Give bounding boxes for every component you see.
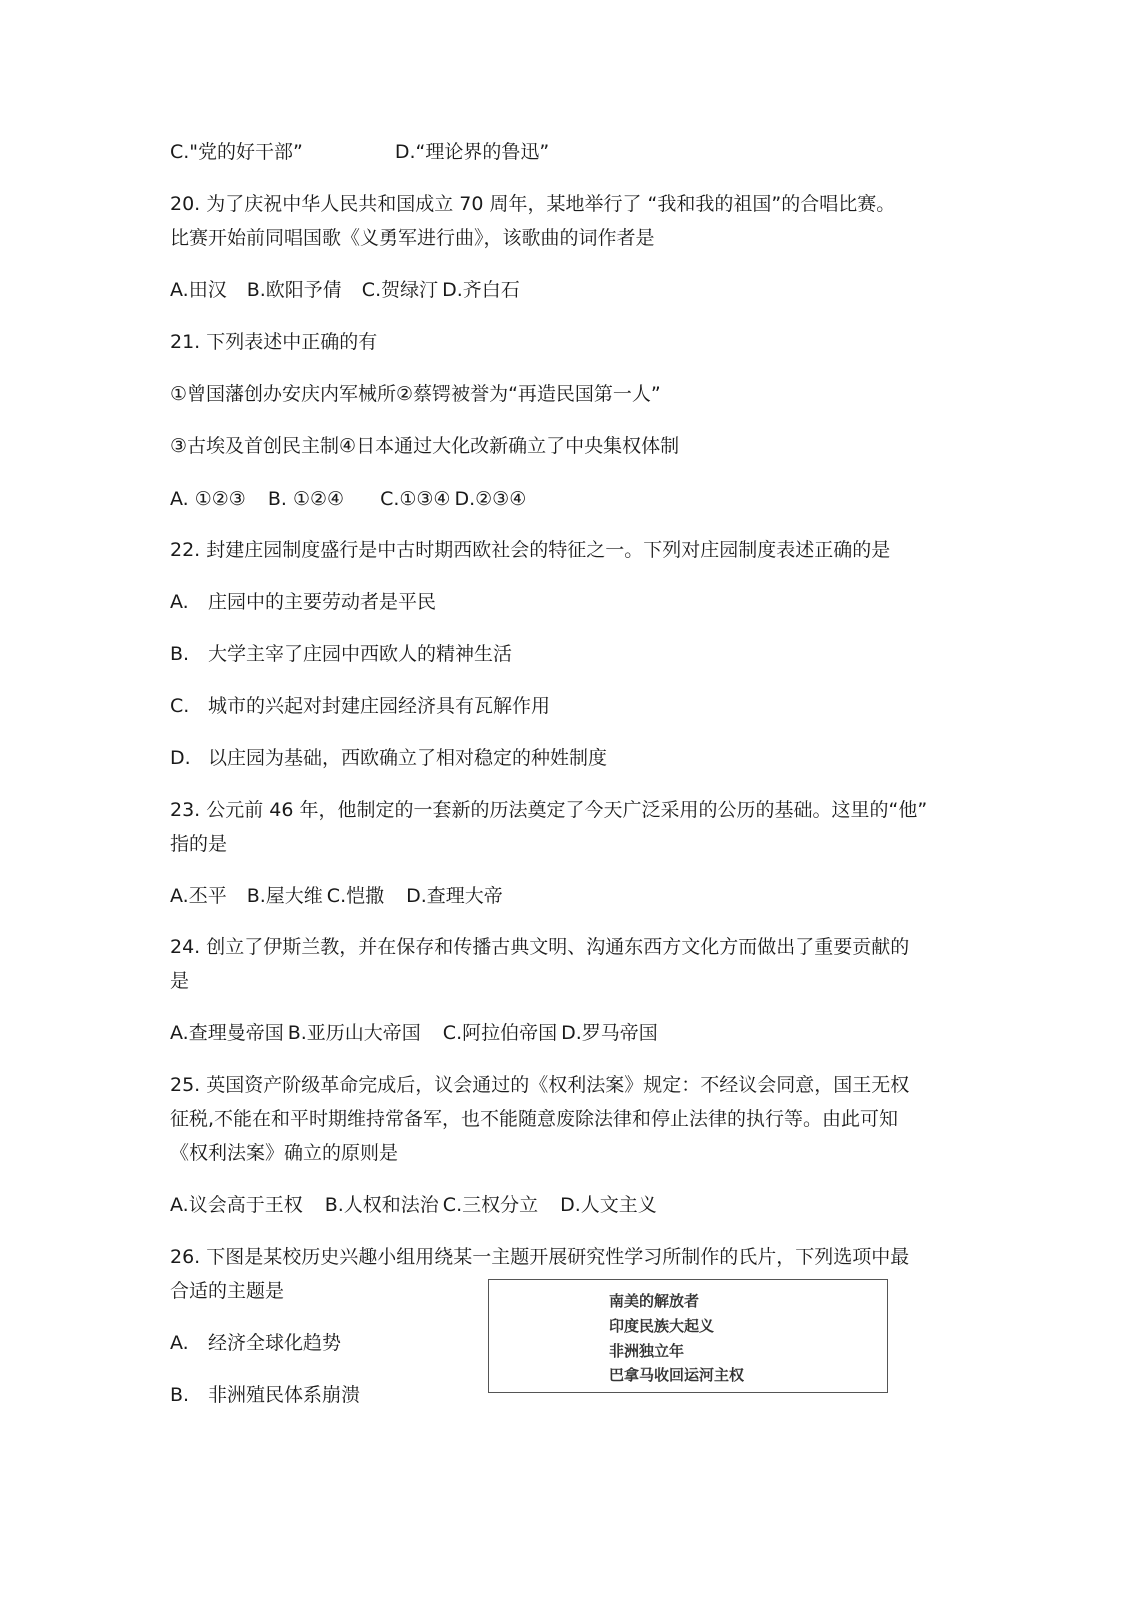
q22-option-c-text: 城市的兴起对封建庄园经济具有瓦解作用 [208,695,551,717]
q23-stem-line2: 指的是 [170,833,228,855]
q26-option-a [170,1326,341,1360]
q26-stem-line1: 26. 下图是某校历史兴趣小组用绕某一主题开展研究性学习所制作的氏片，下列选项中最 [170,1246,910,1268]
q20-options [170,273,520,307]
q20-option-b: B.欧阳予倩 [246,279,342,301]
q20-option-a: A.田汉 [170,279,227,301]
q26-option-a-text: 经济全球化趋势 [208,1332,342,1354]
q26-option-b-letter: B. [170,1384,190,1406]
q21-option-b: B. ①②④ [267,488,345,510]
q24-option-a: A.查理曼帝国 [170,1022,284,1044]
q23-option-b: B.屋大维 [246,885,323,907]
q26-stem-line2: 合适的主题是 [170,1280,285,1302]
q22-option-a-letter: A. [170,591,189,613]
q25-option-d: D.人文主义 [560,1194,657,1216]
q20-stem-line1: 20. 为了庆祝中华人民共和国成立 70 周年，某地举行了 “我和我的祖国”的合唱比赛。 [170,193,896,215]
q22-option-b [170,637,512,671]
q21-options [170,482,526,516]
card-item-4: 巴拿马收回运河主权 [609,1366,745,1384]
q24-option-c: C.阿拉伯帝国 [442,1022,558,1044]
q19-option-d: D.“理论界的鲁迅” [394,141,550,163]
q26-option-b-text: 非洲殖民体系崩溃 [208,1384,361,1406]
q21-option-d: D.②③④ [454,488,527,510]
q23-options [170,879,503,913]
q22-option-d-text: 以庄园为基础，西欧确立了相对稳定的种姓制度 [208,747,608,769]
q23-option-d: D.查理大帝 [406,885,503,907]
q21-items-line2: ③古埃及首创民主制④日本通过大化改新确立了中央集权体制 [170,435,680,457]
q24-stem-line1: 24. 创立了伊斯兰教，并在保存和传播古典文明、沟通东西方文化方而做出了重要贡献的 [170,936,910,958]
card-item-2: 印度民族大起义 [609,1317,715,1335]
q22-option-a-text: 庄园中的主要劳动者是平民 [208,591,437,613]
q21-option-c: C.①③④ [380,488,451,510]
q21-stem: 21. 下列表述中正确的有 [170,331,378,353]
q22-option-b-text: 大学主宰了庄园中西欧人的精神生活 [208,643,513,665]
q21-option-a: A. ①②③ [170,488,246,510]
q25-option-c: C.三权分立 [442,1194,539,1216]
q25-stem-line1: 25. 英国资产阶级革命完成后，议会通过的《权利法案》规定：不经议会同意，国王无权 [170,1074,910,1096]
q22-option-b-letter: B. [170,643,190,665]
q25-option-a: A.议会高于王权 [170,1194,303,1216]
q24-option-b: B.亚历山大帝国 [287,1022,421,1044]
q21-items-line1: ①曾国藩创办安庆内军械所②蔡锷被誉为“再造民国第一人” [170,383,661,405]
q23-option-c: C.恺撒 [326,885,385,907]
q25-options [170,1188,657,1222]
q20-stem-line2: 比赛开始前同唱国歌《义勇军进行曲》，该歌曲的词作者是 [170,227,655,249]
q20-option-c: C.贺绿汀 [361,279,439,301]
q25-stem-line3: 《权利法案》确立的原则是 [170,1142,399,1164]
q25-stem-line2: 征税,不能在和平时期维持常备军，也不能随意废除法律和停止法律的执行等。由此可知 [170,1108,899,1130]
q22-option-c-letter: C. [170,695,190,717]
q24-option-d: D.罗马帝国 [561,1022,658,1044]
q26-option-b [170,1378,360,1412]
q22-option-d [170,741,607,775]
q19-option-c: C."党的好干部” [170,141,303,163]
q26-figure-card [488,1279,888,1393]
q19-options [170,135,549,169]
q25-option-b: B.人权和法治 [324,1194,439,1216]
q22-stem: 22. 封建庄园制度盛行是中古时期西欧社会的特征之一。下列对庄园制度表述正确的是 [170,539,891,561]
q26-option-a-letter: A. [170,1332,189,1354]
q23-option-a: A.丕平 [170,885,227,907]
q24-stem-line2: 是 [170,970,190,992]
q22-option-a [170,585,436,619]
q24-options [170,1016,658,1050]
q22-option-d-letter: D. [170,747,191,769]
q20-option-d: D.齐白石 [442,279,520,301]
q23-stem-line1: 23. 公元前 46 年，他制定的一套新的历法奠定了今天广泛采用的公历的基础。这里的“他” [170,799,928,821]
card-item-3: 非洲独立年 [609,1342,685,1360]
card-item-1: 南美的解放者 [609,1292,700,1310]
q22-option-c [170,689,550,723]
